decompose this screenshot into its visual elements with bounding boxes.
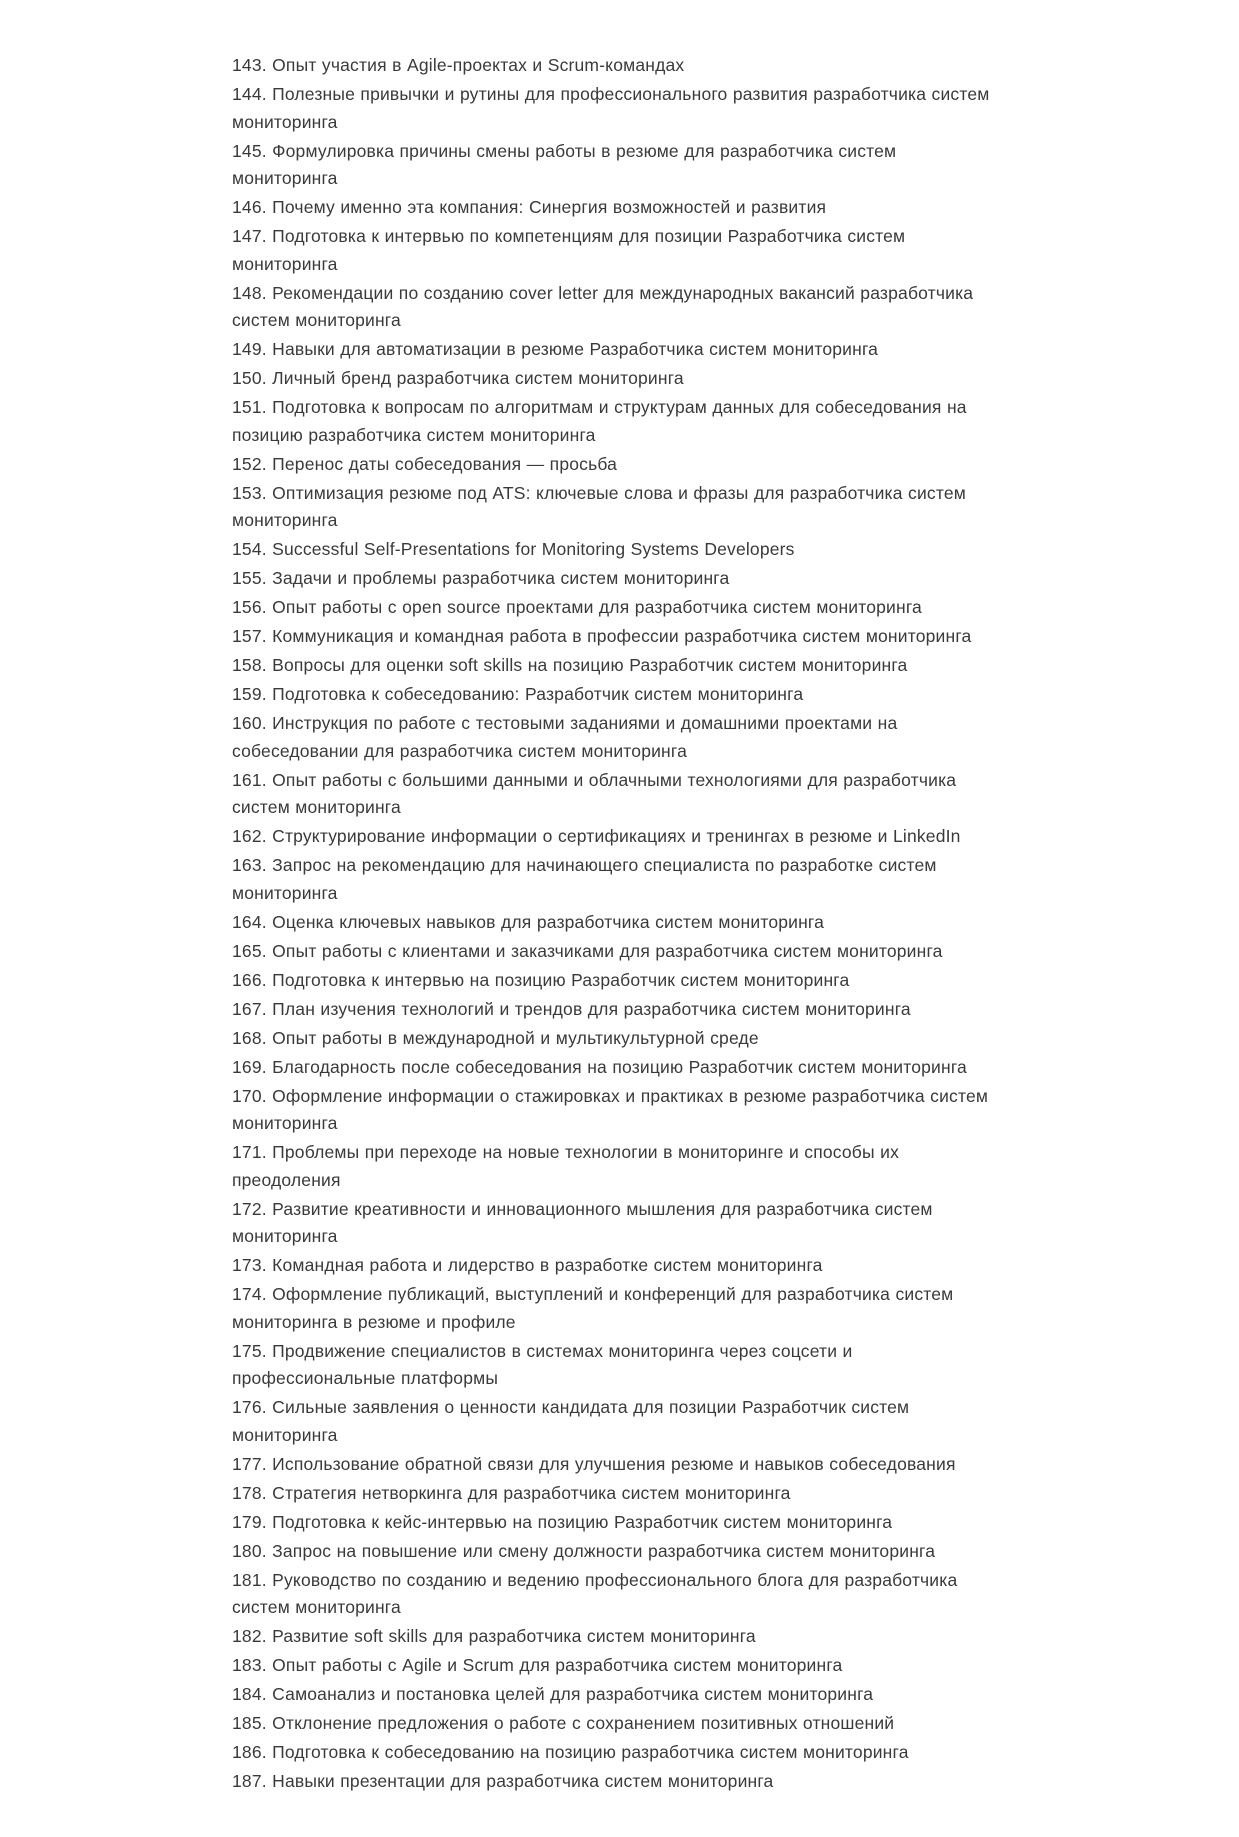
list-item: 152. Перенос даты собеседования — просьба <box>232 453 618 474</box>
list-item: 173. Командная работа и лидерство в разработке систем мониторинга <box>232 1255 823 1275</box>
list-item: 161. Опыт работы с большими данными и облачными технологиями для разработчика систем мониторинга <box>232 769 957 817</box>
table-of-contents-list <box>232 52 1007 1796</box>
list-item: 148. Рекомендации по созданию cover letter для международных вакансий разработчика систем мониторинга <box>232 282 974 330</box>
list-item: 184. Самоанализ и постановка целей для разработчика систем мониторинга <box>232 1684 874 1704</box>
list-item: 150. Личный бренд разработчика систем мониторинга <box>232 368 684 388</box>
list-item: 187. Навыки презентации для разработчика систем мониторинга <box>232 1771 774 1791</box>
list-item: 168. Опыт работы в международной и мультикультурной среде <box>232 1027 759 1048</box>
list-item: 176. Сильные заявления о ценности кандидата для позиции Разработчик систем мониторинга <box>232 1397 910 1445</box>
list-item: 179. Подготовка к кейс-интервью на позицию Разработчик систем мониторинга <box>232 1511 893 1532</box>
list-item: 158. Вопросы для оценки soft skills на позицию Разработчик систем мониторинга <box>232 655 908 675</box>
list-item: 156. Опыт работы с open source проектами для разработчика систем мониторинга <box>232 597 922 617</box>
list-item: 164. Оценка ключевых навыков для разработчика систем мониторинга <box>232 911 825 932</box>
list-item: 172. Развитие креативности и инновационного мышления для разработчика систем мониторинга <box>232 1198 933 1246</box>
list-item: 167. План изучения технологий и трендов для разработчика систем мониторинга <box>232 998 911 1019</box>
list-item: 145. Формулировка причины смены работы в резюме для разработчика систем мониторинга <box>232 140 897 188</box>
list-item: 159. Подготовка к собеседованию: Разработчик систем мониторинга <box>232 684 804 704</box>
list-item: 144. Полезные привычки и рутины для профессионального развития разработчика систем мониторинга <box>232 84 990 132</box>
list-item: 174. Оформление публикаций, выступлений и конференций для разработчика систем мониторинга в резюме и профиле <box>232 1284 954 1332</box>
list-item: 154. Successful Self-Presentations for Monitoring Systems Developers <box>232 539 795 559</box>
list-item: 146. Почему именно эта компания: Синергия возможностей и развития <box>232 197 827 217</box>
list-item: 169. Благодарность после собеседования на позицию Разработчик систем мониторинга <box>232 1056 967 1077</box>
list-item: 181. Руководство по созданию и ведению профессионального блога для разработчика систем мониторинга <box>232 1569 958 1617</box>
list-item: 163. Запрос на рекомендацию для начинающего специалиста по разработке систем мониторинга <box>232 855 937 903</box>
list-item: 166. Подготовка к интервью на позицию Разработчик систем мониторинга <box>232 969 850 990</box>
list-item: 153. Оптимизация резюме под ATS: ключевые слова и фразы для разработчика систем мониторинга <box>232 482 966 530</box>
list-item: 177. Использование обратной связи для улучшения резюме и навыков собеседования <box>232 1453 956 1474</box>
list-item: 157. Коммуникация и командная работа в профессии разработчика систем мониторинга <box>232 626 972 646</box>
list-item: 160. Инструкция по работе с тестовыми заданиями и домашними проектами на собеседовании для разработчика систем мониторинга <box>232 713 898 761</box>
list-item: 182. Развитие soft skills для разработчика систем мониторинга <box>232 1626 756 1646</box>
list-item: 180. Запрос на повышение или смену должности разработчика систем мониторинга <box>232 1540 936 1561</box>
list-item: 143. Опыт участия в Agile-проектах и Scrum-командах <box>232 55 685 75</box>
list-item: 170. Оформление информации о стажировках и практиках в резюме разработчика систем мониторинга <box>232 1085 989 1133</box>
list-item: 151. Подготовка к вопросам по алгоритмам и структурам данных для собеседования на позицию разработчика систем мониторинга <box>232 397 967 445</box>
list-item: 171. Проблемы при переходе на новые технологии в мониторинге и способы их преодоления <box>232 1142 900 1190</box>
list-item: 185. Отклонение предложения о работе с сохранением позитивных отношений <box>232 1713 895 1733</box>
list-item: 162. Структурирование информации о сертификациях и тренингах в резюме и LinkedIn <box>232 826 961 846</box>
list-item: 186. Подготовка к собеседованию на позицию разработчика систем мониторинга <box>232 1742 909 1762</box>
list-item: 165. Опыт работы с клиентами и заказчиками для разработчика систем мониторинга <box>232 940 943 961</box>
list-item: 175. Продвижение специалистов в системах мониторинга через соцсети и профессиональные платформы <box>232 1340 853 1388</box>
list-item: 155. Задачи и проблемы разработчика систем мониторинга <box>232 568 730 588</box>
list-item: 147. Подготовка к интервью по компетенциям для позиции Разработчика систем мониторинга <box>232 226 906 274</box>
list-item: 178. Стратегия нетворкинга для разработчика систем мониторинга <box>232 1482 791 1503</box>
list-item: 183. Опыт работы с Agile и Scrum для разработчика систем мониторинга <box>232 1655 843 1675</box>
list-item: 149. Навыки для автоматизации в резюме Разработчика систем мониторинга <box>232 339 879 359</box>
